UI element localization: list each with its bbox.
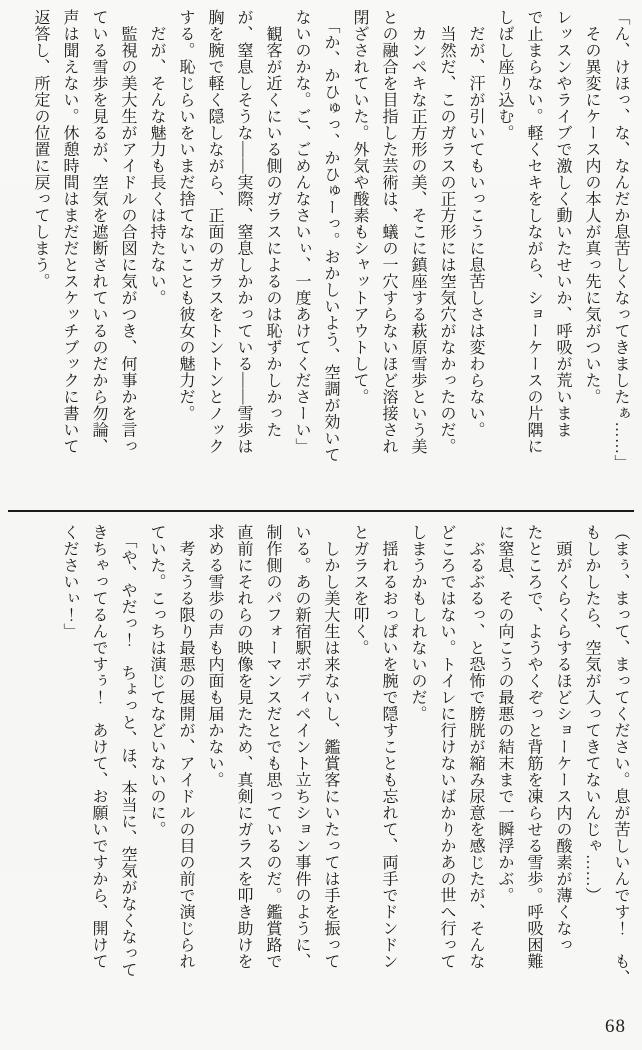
text-line: 頭がくらくらするほどショーケース内の酸素が薄くなっ [554,524,571,953]
text-line: しばし座り込む。 [496,9,513,141]
text-line: とガラスを叩く。 [351,524,368,656]
text-line: 制作側のパフォーマンスだとでも思っているのだ。鑑賞路で [264,524,281,970]
text-line: で止まらない。軽くセキをしながら、ショーケースの片隅に [525,9,542,455]
text-line: くださいぃ！」 [61,524,78,640]
text-line: だが、汗が引いてもいっこうに息苦しさは変わらない。 [467,9,484,438]
passage-top [26,9,635,491]
text-line: きちゃってるんですぅ！ あけて、お願いですから、開けて [90,524,107,970]
text-line: しかし美大生は来ないし、鑑賞客にいたっては手を振って [322,524,339,970]
text-line: 声は聞えない。休憩時間はまだだとスケッチブックに書いて [61,9,78,455]
text-line: どころではない。トイレに行けないばかりかあの世へ行って [438,524,455,970]
text-line: その異変にケース内の本人が真っ先に気がついた。 [583,9,600,405]
text-line: だが、そんな魅力も長くは持たない。 [148,9,165,306]
scene-divider [8,510,634,512]
text-line: 「ん、けほっ、な、なんだか息苦しくなってきましたぁ……」 [612,9,629,471]
text-line: 監視の美大生がアイドルの合図に気がつき、何事かを言っ [119,9,136,455]
text-line: カンペキな正方形の美、そこに鎮座する萩原雪歩という美 [409,9,426,455]
text-line: 閉ざされていた。外気や酸素もシャットアウトして。 [351,9,368,405]
text-line: 「か、かひゅっ、かひゅーっ。おかしいよう、空調が効いて [322,9,339,463]
text-line: 求める雪歩の声も内面も届かない。 [206,524,223,788]
text-line: 胸を腕で軽く隠しながら、正面のガラスをトントンとノック [206,9,223,455]
text-line: 返答し、所定の位置に戻ってしまう。 [32,9,49,290]
text-line: する。恥じらいをいまだ捨てないことも彼女の魅力だ。 [177,9,194,422]
text-line: 直前にそれらの映像を見たため、真剣にガラスを叩き助けを [235,524,252,970]
text-line: が、窒息しそうな――実際、窒息しかかっている――雪歩は [235,9,252,455]
text-line: ぶるぶるっ、と恐怖で膀胱が縮み尿意を感じたが、そんな [467,524,484,970]
text-line: 当然だ、このガラスの正方形には空気穴がなかったのだ。 [438,9,455,455]
text-line: いる。あの新宿駅ボディペイント立ちション事件のように、 [293,524,310,970]
text-line: 「や、やだっ！ ちょっと、ほ、本当に、空気がなくなって [119,524,136,978]
text-line: もしかしたら、空気が入ってきてないんじゃ……） [583,524,600,904]
text-line: 考えうる限り最悪の展開が、アイドルの目の前で演じられ [177,524,194,970]
text-line: レッスンやライブで激しく動いたせいか、呼吸が荒いまま [554,9,571,438]
page-number: 68 [605,1016,626,1037]
text-line: に窒息、その向こうの最悪の結末まで一瞬浮かぶ。 [496,524,513,904]
text-line: たところで、ようやくぞっと背筋を凍らせる雪歩。呼吸困難 [525,524,542,970]
text-line: 観客が近くにいる側のガラスによるのは恥ずかしかった [264,9,281,438]
text-line: 揺れるおっぱいを腕で隠すことも忘れて、両手でドンドン [380,524,397,970]
text-line: ていた。こっちは演じてなどいないのに。 [148,524,165,838]
text-line: しまうかもしれないのだ。 [409,524,426,722]
text-line: ている雪歩を見るが、空気を遮断されているのだから勿論、 [90,9,107,455]
text-line: との融合を目指した芸術は、蟻の一穴すらないほど溶接され [380,9,397,455]
text-line: ないのかな。ご、ごめんなさいぃ、一度あけてくださーい」 [293,9,310,455]
text-line: （まぅ、まって、まってください。息が苦しいんです！ も、 [612,524,629,986]
passage-bottom [55,524,635,1006]
